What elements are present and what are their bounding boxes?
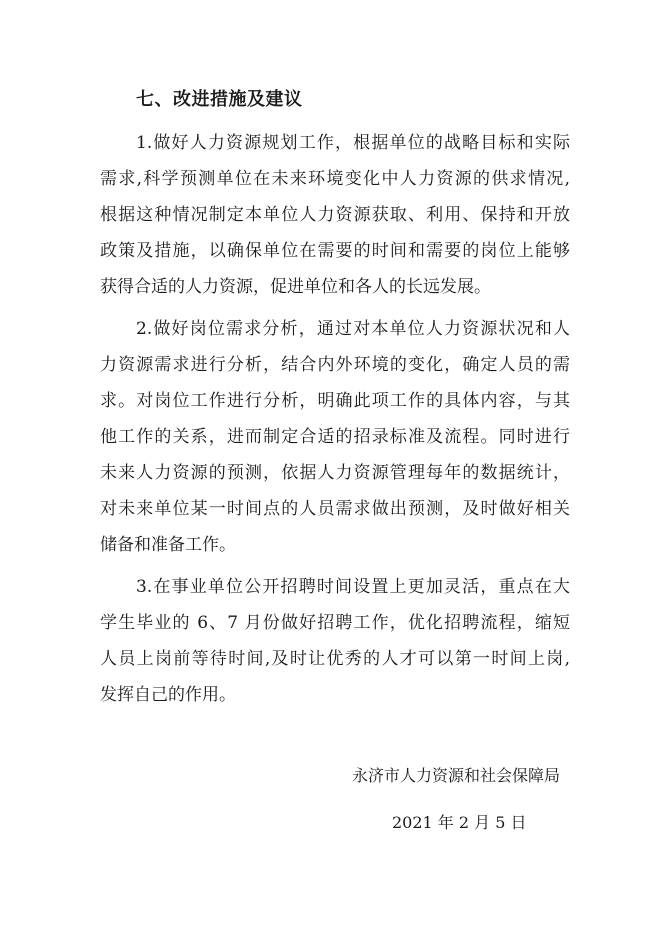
paragraph-line: 人员上岗前等待时间,及时让优秀的人才可以第一时间上岗, (100, 649, 570, 669)
paragraph-line: 需求,科学预测单位在未来环境变化中人力资源的供求情况, (100, 169, 570, 189)
paragraph-line: 发挥自己的作用。 (100, 685, 236, 705)
paragraph-line: 力资源需求进行分析，结合内外环境的变化，确定人员的需 (100, 355, 570, 375)
paragraph-line: 对未来单位某一时间点的人员需求做出预测，及时做好相关 (100, 499, 570, 519)
signature-date: 2021 年 2 月 5 日 (392, 813, 527, 832)
paragraph-2 (100, 311, 570, 563)
paragraph-line: 根据这种情况制定本单位人力资源获取、利用、保持和开放 (100, 205, 570, 225)
paragraph-line: 求。对岗位工作进行分析，明确此项工作的具体内容，与其 (100, 391, 570, 411)
paragraph-3 (100, 569, 570, 713)
paragraph-line: 1.做好人力资源规划工作，根据单位的战略目标和实际 (136, 133, 570, 153)
paragraph-line: 获得合适的人力资源，促进单位和各人的长远发展。 (100, 277, 491, 297)
section-heading: 七、改进措施及建议 (136, 89, 303, 110)
paragraph-line: 储备和准备工作。 (100, 535, 236, 555)
paragraph-line: 学生毕业的 6、7 月份做好招聘工作，优化招聘流程，缩短 (100, 613, 570, 633)
signature-organization: 永济市人力资源和社会保障局 (351, 766, 560, 785)
paragraph-1 (100, 125, 570, 305)
paragraph-line: 未来人力资源的预测，依据人力资源管理每年的数据统计， (100, 463, 570, 483)
paragraph-line: 他工作的关系，进而制定合适的招录标准及流程。同时进行 (100, 427, 570, 447)
paragraph-line: 3.在事业单位公开招聘时间设置上更加灵活，重点在大 (136, 577, 570, 597)
paragraph-line: 2.做好岗位需求分析，通过对本单位人力资源状况和人 (136, 319, 570, 339)
paragraph-line: 政策及措施，以确保单位在需要的时间和需要的岗位上能够 (100, 241, 570, 261)
